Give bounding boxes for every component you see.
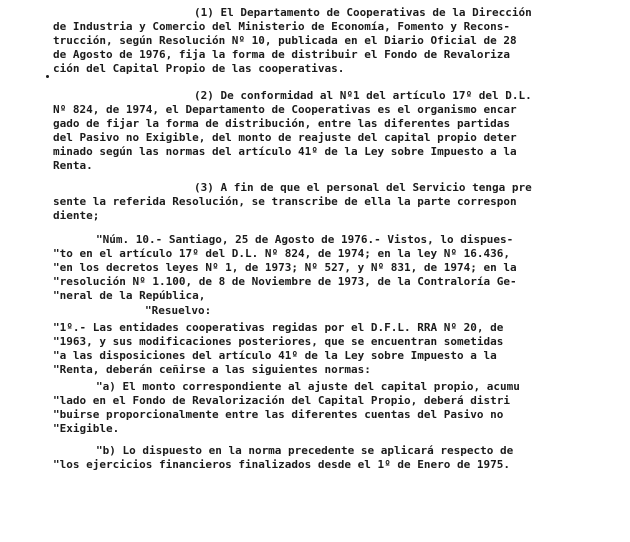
item-b-line-2: "los ejercicios financieros finalizados desde el 1º de Enero de 1975. (53, 458, 510, 471)
para2-line-4: del Pasivo no Exigible, del monto de reajuste del capital propio deter (53, 131, 517, 144)
para1-line-5: ción del Capital Propio de las cooperativas. (53, 62, 345, 75)
item-a-line-1: "a) El monto correspondiente al ajuste del capital propio, acumu (96, 380, 520, 393)
item-a-line-3: "buirse proporcionalmente entre las diferentes cuentas del Pasivo no (53, 408, 504, 421)
article1-line-3: "a las disposiciones del artículo 41º de la Ley sobre Impuesto a la (53, 349, 497, 362)
article1-line-1: "1º.- Las entidades cooperativas regidas por el D.F.L. RRA Nº 20, de (53, 321, 504, 334)
article1-line-4: "Renta, deberán ceñirse a las siguientes normas: (53, 363, 371, 376)
quote1-line-5: "neral de la República, (53, 289, 206, 302)
para3-line-1: (3) A fin de que el personal del Servicio tenga pre (194, 181, 532, 194)
para1-line-1: (1) El Departamento de Cooperativas de la Dirección (194, 6, 532, 19)
para3-line-3: diente; (53, 209, 100, 222)
para3-line-2: sente la referida Resolución, se transcribe de ella la parte correspon (53, 195, 517, 208)
quote1-line-2: "to en el artículo 17º del D.L. Nº 824, de 1974; en la ley Nº 16.436, (53, 247, 510, 260)
para2-line-1: (2) De conformidad al Nº1 del artículo 17º del D.L. (194, 89, 532, 102)
para2-line-6: Renta. (53, 159, 93, 172)
quote1-line-4: "resolución Nº 1.100, de 8 de Noviembre de 1973, de la Contraloría Ge- (53, 275, 517, 288)
item-b-line-1: "b) Lo dispuesto en la norma precedente se aplicará respecto de (96, 444, 514, 457)
para2-line-5: minado según las normas del artículo 41º de la Ley sobre Impuesto a la (53, 145, 517, 158)
item-a-line-2: "lado en el Fondo de Revalorización del Capital Propio, deberá distri (53, 394, 510, 407)
item-a-line-4: "Exigible. (53, 422, 120, 435)
quote1-line-3: "en los decretos leyes Nº 1, de 1973; Nº 527, y Nº 831, de 1974; en la (53, 261, 517, 274)
stray-mark (46, 75, 49, 78)
para2-line-3: gado de fijar la forma de distribución, entre las diferentes partidas (53, 117, 510, 130)
para1-line-4: de Agosto de 1976, fija la forma de distribuir el Fondo de Revaloriza (53, 48, 510, 61)
para1-line-2: de Industria y Comercio del Ministerio de Economía, Fomento y Recons- (53, 20, 510, 33)
resuelvo-heading: "Resuelvo: (145, 304, 212, 317)
para2-line-2: Nº 824, de 1974, el Departamento de Cooperativas es el organismo encar (53, 103, 517, 116)
para1-line-3: trucción, según Resolución Nº 10, publicada en el Diario Oficial de 28 (53, 34, 517, 47)
quote1-line-1: "Núm. 10.- Santiago, 25 de Agosto de 1976.- Vistos, lo dispues- (96, 233, 514, 246)
article1-line-2: "1963, y sus modificaciones posteriores, que se encuentran sometidas (53, 335, 504, 348)
